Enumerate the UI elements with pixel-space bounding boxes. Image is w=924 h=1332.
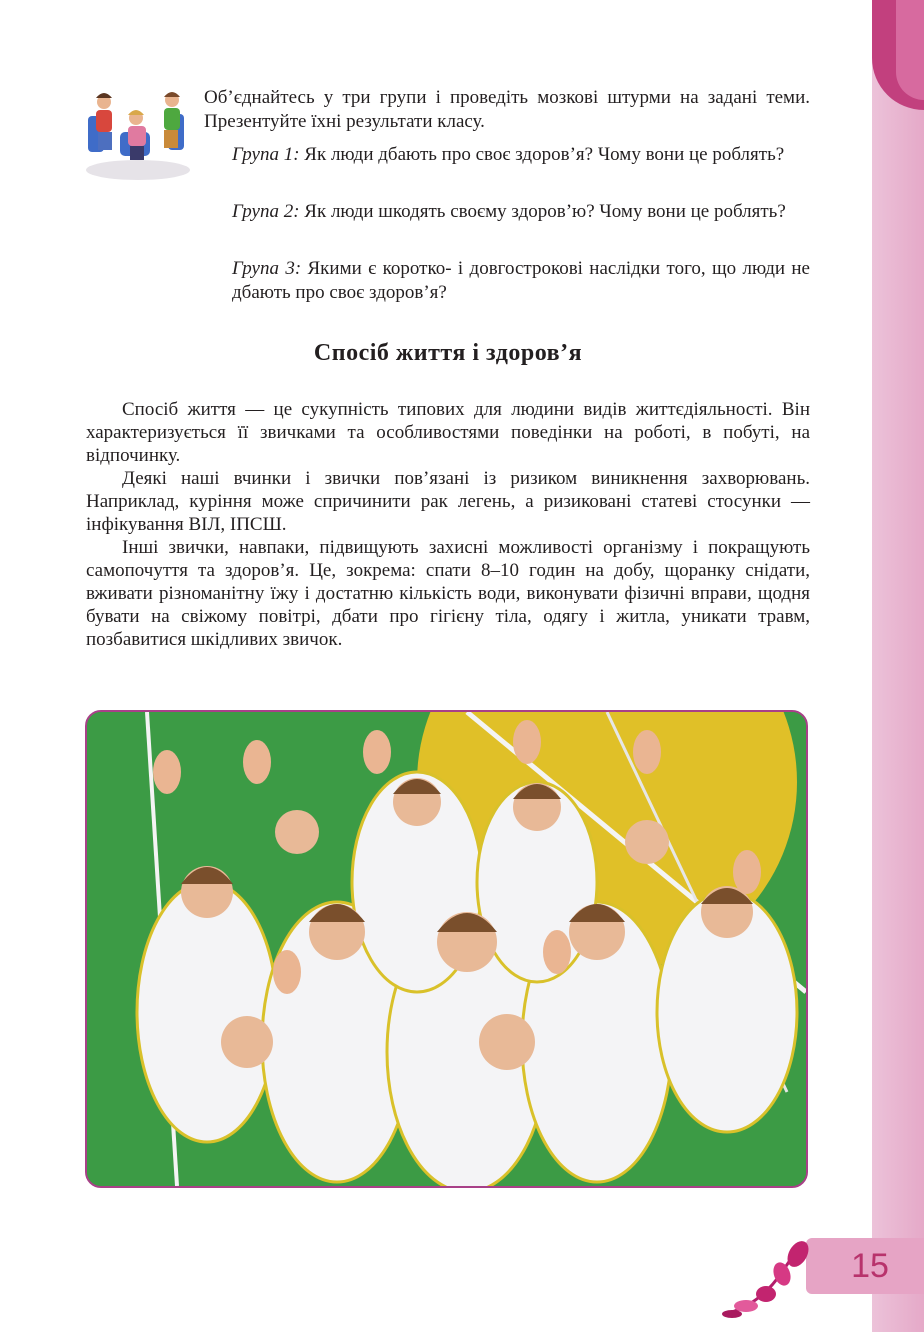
- group-question: Якими є коротко- і довгострокові наслідки того, що люди не дбають про своє здоров’я?: [232, 258, 810, 303]
- group-task-2: [232, 200, 810, 224]
- group-label: Група 3:: [232, 258, 302, 279]
- activity-intro-text: Об’єднайтесь у три групи і проведіть мозкові штурми на задані теми. Презентуйте їхні результати класу.: [204, 87, 810, 132]
- group-task-3: [232, 257, 810, 304]
- group-of-girls-waving-photo: [85, 710, 808, 1188]
- page-number: 15: [851, 1247, 889, 1285]
- chapter-tab-highlight: [896, 0, 924, 100]
- group-label: Група 1:: [232, 144, 300, 165]
- section-title: Спосіб життя і здоров’я: [313, 340, 583, 366]
- group-question: Як люди шкодять своєму здоров’ю? Чому вони це роблять?: [299, 201, 786, 222]
- group-question: Як люди дбають про своє здоров’я? Чому вони це роблять?: [299, 144, 785, 165]
- paragraph: Інші звички, навпаки, підвищують захисні можливості організму і покращують самопочуття та здоров’я. Це, зокрема: спати 8–10 годин на добу, щоранку снідати, вживати різноманітну їжу і достатню кількість води, виконувати фізичні вправи, щодня бувати на свіжому повітрі, дбати про гігієну тіла, одягу і житла, уникати травм, позбавитися шкідливих звичок.: [86, 537, 810, 650]
- photo-illustration: [87, 712, 806, 1186]
- activity-intro: [204, 86, 810, 133]
- flower-ornament-icon: [722, 1240, 814, 1320]
- paragraph: Деякі наші вчинки і звички пов’язані із ризиком виникнення захворювань. Наприклад, куріння може спричинити рак легень, а ризиковані статеві стосунки — інфікування ВІЛ, ІПСШ.: [86, 468, 810, 535]
- group-task-1: [232, 143, 810, 167]
- group-discussion-icon: [82, 88, 194, 182]
- group-label: Група 2:: [232, 201, 300, 222]
- page-side-band: [872, 0, 924, 1332]
- section-body: [86, 398, 810, 651]
- paragraph: Спосіб життя — це сукупність типових для людини видів життєдіяльності. Він характеризується її звичками та особливостями поведінки на роботі, в побуті, на відпочинку.: [86, 399, 810, 466]
